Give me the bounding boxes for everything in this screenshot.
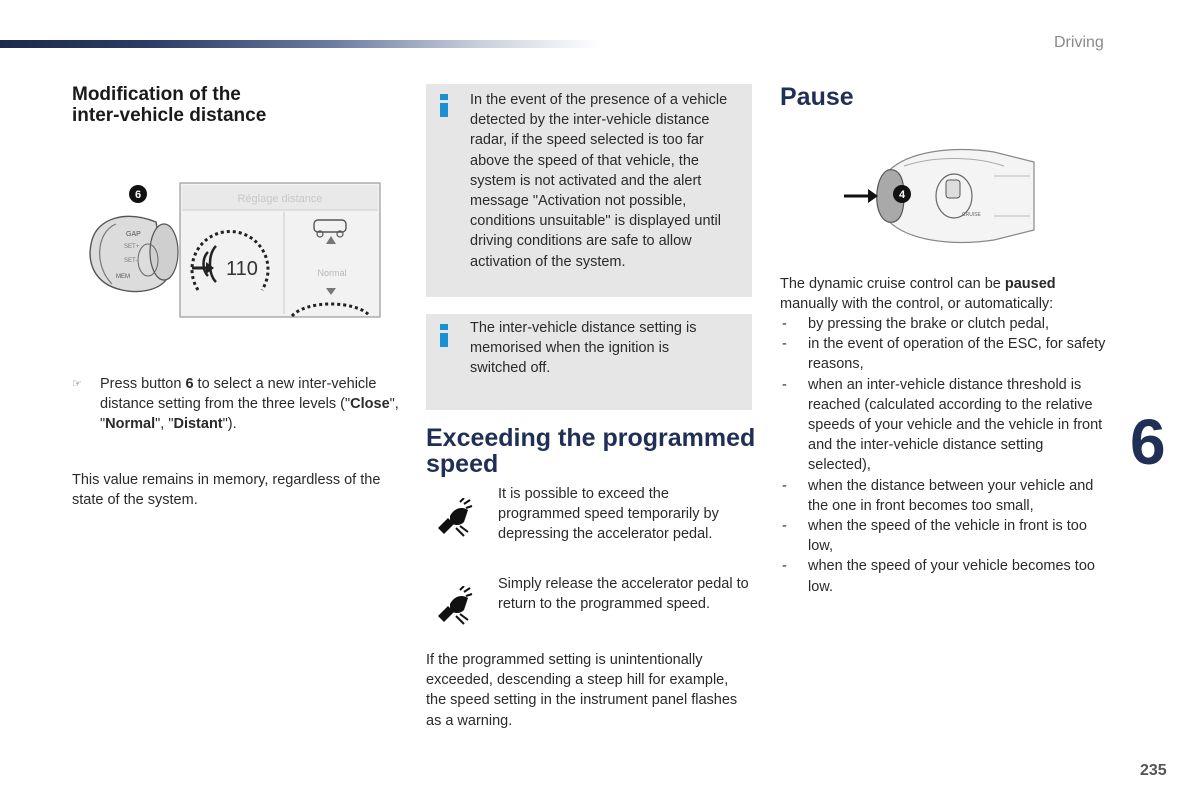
speed-value: 110 xyxy=(226,258,258,280)
list-item: - when the speed of the vehicle in front is too low, xyxy=(780,516,1110,556)
info-icon-dot xyxy=(440,324,448,330)
list-item: - by pressing the brake or clutch pedal, xyxy=(780,314,1110,334)
heading-line-1: Modification of the xyxy=(72,84,241,105)
svg-text:SET-: SET- xyxy=(124,258,138,264)
info-box-memory xyxy=(426,314,752,410)
release-instruction: Simply release the accelerator pedal to return to the programmed speed. xyxy=(498,576,749,613)
level-close: Close xyxy=(350,396,390,413)
step-text-3: "). xyxy=(222,416,237,433)
left-column xyxy=(72,84,402,509)
warning-paragraph: If the programmed setting is unintentionally exceeded, descending a steep hill for example, the speed setting in the instrument panel flashes as a warning. xyxy=(426,652,738,729)
list-item: - in the event of operation of the ESC, for safety reasons, xyxy=(780,334,1110,374)
step-arrow-icon: ☞ xyxy=(72,378,82,390)
step-sep-2: ", " xyxy=(155,416,174,433)
button-callout-label: 4 xyxy=(898,189,906,201)
list-item: - when the speed of your vehicle becomes too low. xyxy=(780,556,1110,596)
pause-control-illustration xyxy=(844,146,1044,250)
level-normal: Normal xyxy=(105,416,156,433)
heading-line-2: inter-vehicle distance xyxy=(72,105,267,126)
info-icon-dot xyxy=(440,94,448,100)
svg-text:MEM: MEM xyxy=(116,274,130,280)
section-heading-distance xyxy=(72,84,402,126)
chapter-tab-number: 6 xyxy=(1130,406,1166,478)
level-label: Normal xyxy=(317,268,347,278)
pause-conditions-list xyxy=(780,314,1110,597)
svg-text:CRUISE: CRUISE xyxy=(962,212,981,218)
step-sep-1: ", " xyxy=(100,396,399,433)
header-gradient-bar xyxy=(0,40,600,48)
level-distant: Distant xyxy=(173,416,223,433)
info-box-activation xyxy=(426,84,752,297)
list-item: - when an inter-vehicle distance threshold is reached (calculated according to the relative speeds of your vehicle and the vehicle in front and the inter-vehicle distance setting selected), xyxy=(780,375,1110,476)
page-number: 235 xyxy=(1140,762,1167,779)
section-title: Driving xyxy=(1054,34,1104,51)
step-instruction xyxy=(72,374,402,435)
step-text-2: to select a new inter-vehicle distance setting from the three levels (" xyxy=(100,376,377,413)
info-text-memory: The inter-vehicle distance setting is memorised when the ignition is switched off. xyxy=(470,320,697,377)
pause-intro-text-1: The dynamic cruise control can be xyxy=(780,276,1005,292)
svg-text:SET+: SET+ xyxy=(124,244,140,250)
accelerator-pedal-icon xyxy=(434,498,476,538)
distance-setting-illustration xyxy=(86,182,382,322)
info-icon xyxy=(440,333,448,347)
info-icon xyxy=(440,103,448,117)
button-callout-label: 6 xyxy=(134,189,142,201)
step-button-number: 6 xyxy=(185,376,194,392)
pause-intro xyxy=(780,274,1100,314)
info-text-activation: In the event of the presence of a vehicle detected by the inter-vehicle distance radar, if the speed selected is too far above the speed of that vehicle, the system is not activated and the alert message "Activation not possible, conditions unsuitable" is displayed until driving conditions are safe to allow activation of the system. xyxy=(470,92,728,270)
list-item: - when the distance between your vehicle and the one in front becomes too small, xyxy=(780,476,1110,516)
pause-intro-bold: paused xyxy=(1004,276,1056,292)
svg-text:GAP: GAP xyxy=(126,231,141,238)
accelerator-release-icon xyxy=(434,586,476,626)
exceed-instruction: It is possible to exceed the programmed speed temporarily by depressing the accelerator pedal. xyxy=(498,486,719,543)
section-heading-pause: Pause xyxy=(780,83,854,111)
pause-intro-text-2: manually with the control, or automatically: xyxy=(780,296,1054,313)
section-heading-exceeding: Exceeding the programmed speed xyxy=(426,424,756,478)
step-text-1: Press button xyxy=(100,376,186,392)
panel-title: Réglage distance xyxy=(237,193,323,205)
memory-note: This value remains in memory, regardless of the state of the system. xyxy=(72,472,381,509)
